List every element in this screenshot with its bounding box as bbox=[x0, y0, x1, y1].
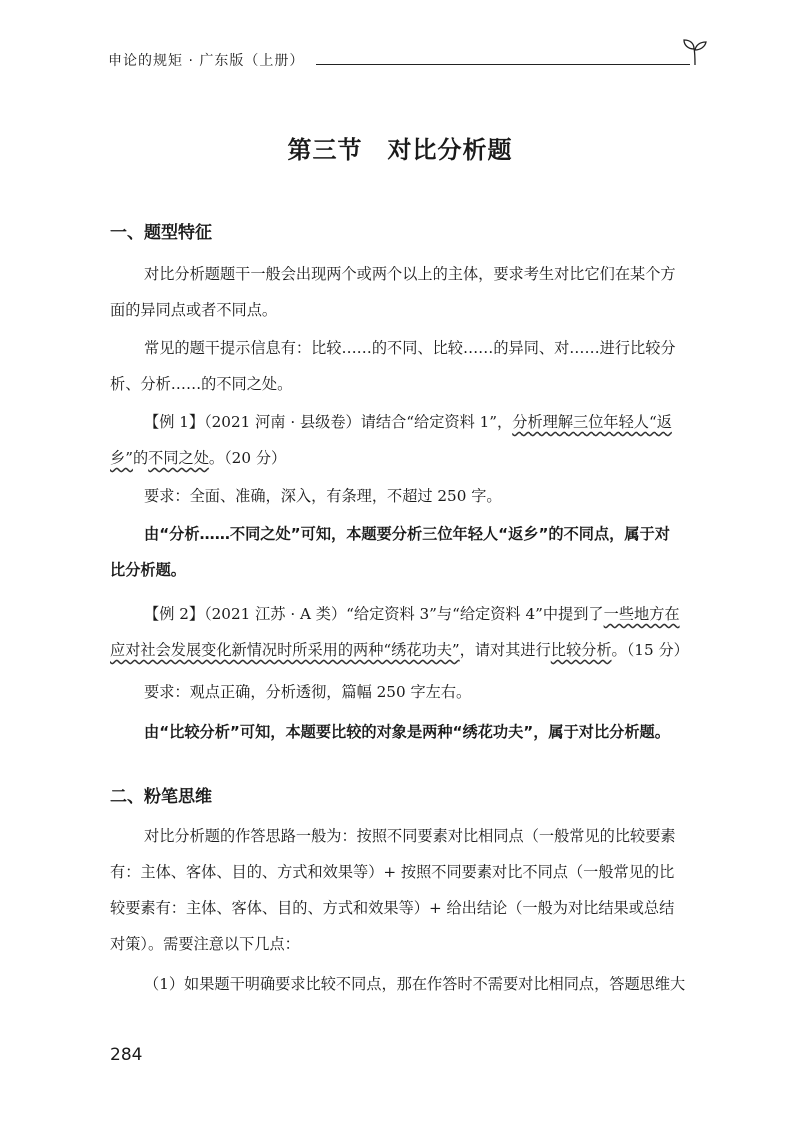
running-title: 申论的规矩 · 广东版（上册） bbox=[108, 53, 305, 69]
sprout-icon bbox=[682, 38, 708, 66]
example-2: 【例 2】（2021 江苏 · A 类）“给定资料 3”与“给定资料 4”中提到了一些地方在 应对社会发展变化新情况时所采用的两种“绣花功夫”，请对其进行比较分析。（15 分） bbox=[110, 605, 689, 659]
heading-features: 一、题型特征 bbox=[110, 223, 212, 243]
section-title: 第三节 对比分析题 bbox=[287, 136, 513, 164]
example-1: 【例 1】（2021 河南 · 县级卷）请结合“给定资料 1”，分析理解三位年轻人“返 乡”的不同之处。（20 分） bbox=[110, 413, 672, 467]
paragraph-features-2: 常见的题干提示信息有：比较……的不同、比较……的异同、对……进行比较分 析、分析……的不同之处。 bbox=[110, 339, 676, 393]
heading-thinking: 二、粉笔思维 bbox=[110, 787, 212, 807]
running-header bbox=[108, 44, 708, 74]
paragraph-features-1: 对比分析题题干一般会出现两个或两个以上的主体，要求考生对比它们在某个方 面的异同点或者不同点。 bbox=[110, 265, 676, 319]
example-1-analysis: 由“分析……不同之处”可知，本题要分析三位年轻人“返乡”的不同点，属于对 比分析题。 bbox=[110, 525, 670, 579]
header-rule bbox=[316, 64, 690, 65]
example-2-analysis: 由“比较分析”可知，本题要比较的对象是两种“绣花功夫”，属于对比分析题。 bbox=[144, 723, 670, 741]
page-number: 284 bbox=[110, 1045, 143, 1065]
paragraph-thinking-1: 对比分析题的作答思路一般为：按照不同要素对比相同点（一般常见的比较要素 有：主体、客体、目的、方式和效果等）+ 按照不同要素对比不同点（一般常见的比 较要素有：主体、客体、目的、方式和效果等）+ 给出结论（一般为对比结果或总结 对策）。需要注意以下几点： bbox=[110, 827, 676, 953]
example-1-requirement: 要求：全面、准确，深入，有条理，不超过 250 字。 bbox=[144, 487, 502, 505]
paragraph-thinking-2: （1）如果题干明确要求比较不同点，那在作答时不需要对比相同点，答题思维大 bbox=[144, 975, 686, 993]
example-2-requirement: 要求：观点正确，分析透彻，篇幅 250 字左右。 bbox=[144, 683, 472, 701]
